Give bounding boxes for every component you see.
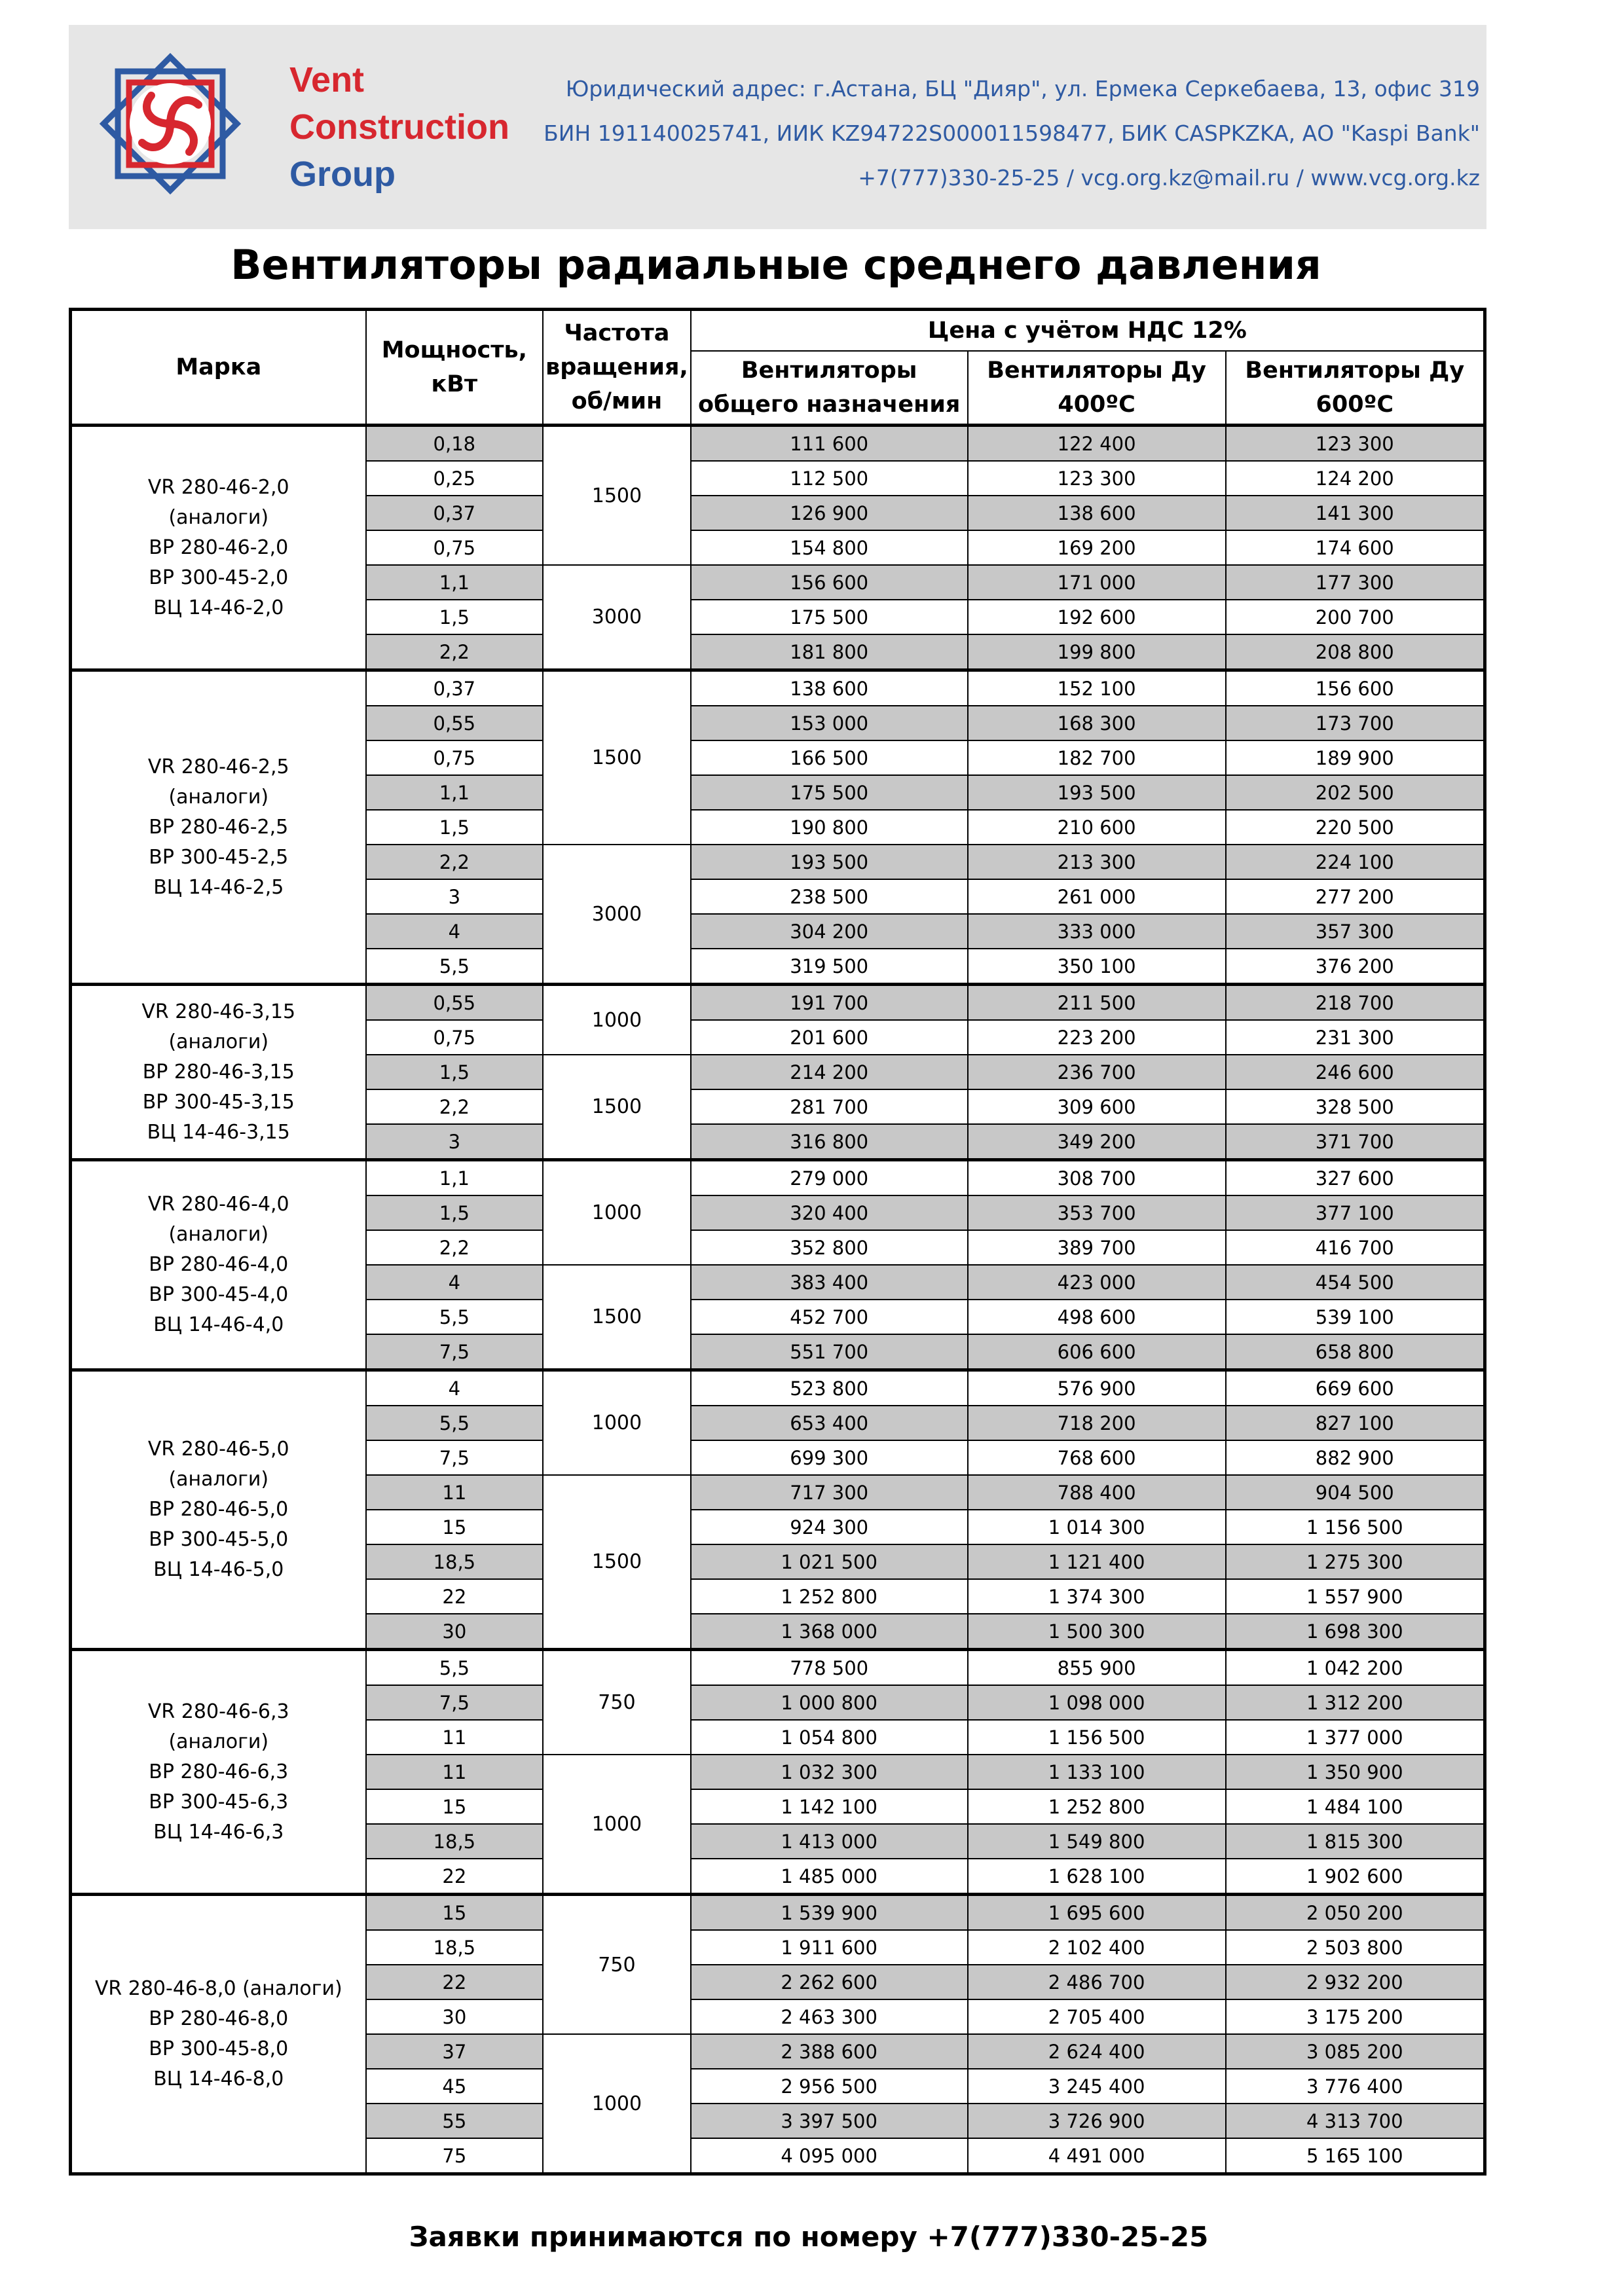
price-400-cell: 1 252 800: [968, 1789, 1226, 1824]
column-header-power: Мощность, кВт: [366, 310, 544, 426]
price-600-cell: 1 557 900: [1226, 1579, 1485, 1614]
letterhead: [69, 25, 1486, 229]
price-general-cell: 156 600: [691, 565, 968, 600]
rpm-cell: 1000: [543, 985, 691, 1055]
price-general-cell: 778 500: [691, 1650, 968, 1686]
price-general-cell: 653 400: [691, 1406, 968, 1440]
brand-line-construction: Construction: [289, 107, 509, 147]
price-400-cell: 1 098 000: [968, 1685, 1226, 1720]
price-general-cell: 201 600: [691, 1020, 968, 1055]
rpm-cell: 3000: [543, 565, 691, 670]
model-cell: VR 280-46-3,15 (аналоги) ВР 280-46-3,15 ВР 300-45-3,15 ВЦ 14-46-3,15: [71, 985, 366, 1160]
price-400-cell: 2 102 400: [968, 1930, 1226, 1965]
price-400-cell: 718 200: [968, 1406, 1226, 1440]
rpm-cell: 1500: [543, 1055, 691, 1160]
power-cell: 22: [366, 1579, 544, 1614]
price-600-cell: 200 700: [1226, 600, 1485, 634]
price-600-cell: 141 300: [1226, 496, 1485, 530]
power-cell: 18,5: [366, 1544, 544, 1579]
price-general-cell: 112 500: [691, 461, 968, 496]
rpm-cell: 1000: [543, 2034, 691, 2174]
rpm-cell: 3000: [543, 845, 691, 985]
price-600-cell: 1 377 000: [1226, 1720, 1485, 1755]
price-general-cell: 699 300: [691, 1440, 968, 1475]
price-general-cell: 191 700: [691, 985, 968, 1021]
bank-requisites: БИН 191140025741, ИИК KZ94722S000011598477, БИК CASPKZKA, АО "Kaspi Bank": [544, 120, 1480, 146]
power-cell: 7,5: [366, 1440, 544, 1475]
price-general-cell: 2 463 300: [691, 1999, 968, 2034]
price-general-cell: 1 539 900: [691, 1895, 968, 1931]
power-cell: 4: [366, 1370, 544, 1406]
table-row: [71, 985, 1485, 1021]
model-cell: VR 280-46-2,5 (аналоги) ВР 280-46-2,5 ВР 300-45-2,5 ВЦ 14-46-2,5: [71, 670, 366, 985]
price-general-cell: 1 368 000: [691, 1614, 968, 1650]
power-cell: 2,2: [366, 1230, 544, 1265]
price-general-cell: 523 800: [691, 1370, 968, 1406]
power-cell: 3: [366, 879, 544, 914]
price-600-cell: 220 500: [1226, 810, 1485, 845]
price-400-cell: 211 500: [968, 985, 1226, 1021]
column-header-price-general: Вентиляторы общего назначения: [691, 351, 968, 426]
price-400-cell: 199 800: [968, 634, 1226, 670]
price-600-cell: 277 200: [1226, 879, 1485, 914]
column-header-price-400: Вентиляторы Ду 400ºС: [968, 351, 1226, 426]
price-general-cell: 193 500: [691, 845, 968, 879]
price-400-cell: 2 624 400: [968, 2034, 1226, 2069]
price-600-cell: 1 815 300: [1226, 1824, 1485, 1859]
price-400-cell: 576 900: [968, 1370, 1226, 1406]
price-400-cell: 1 628 100: [968, 1859, 1226, 1895]
power-cell: 11: [366, 1720, 544, 1755]
price-600-cell: 327 600: [1226, 1160, 1485, 1196]
price-400-cell: 3 245 400: [968, 2069, 1226, 2104]
model-cell: VR 280-46-4,0 (аналоги) ВР 280-46-4,0 ВР 300-45-4,0 ВЦ 14-46-4,0: [71, 1160, 366, 1370]
price-600-cell: 904 500: [1226, 1475, 1485, 1510]
price-600-cell: 882 900: [1226, 1440, 1485, 1475]
table-row: [71, 1895, 1485, 1931]
power-cell: 1,5: [366, 810, 544, 845]
power-cell: 0,75: [366, 530, 544, 565]
price-general-cell: 1 252 800: [691, 1579, 968, 1614]
price-general-cell: 138 600: [691, 670, 968, 706]
power-cell: 1,1: [366, 565, 544, 600]
price-general-cell: 2 956 500: [691, 2069, 968, 2104]
power-cell: 75: [366, 2138, 544, 2174]
rpm-cell: 1500: [543, 426, 691, 566]
power-cell: 0,37: [366, 670, 544, 706]
price-600-cell: 1 698 300: [1226, 1614, 1485, 1650]
price-general-cell: 1 485 000: [691, 1859, 968, 1895]
price-400-cell: 498 600: [968, 1300, 1226, 1334]
table-row: [71, 670, 1485, 706]
price-general-cell: 352 800: [691, 1230, 968, 1265]
price-general-cell: 383 400: [691, 1265, 968, 1300]
price-general-cell: 238 500: [691, 879, 968, 914]
price-600-cell: 377 100: [1226, 1195, 1485, 1230]
price-general-cell: 175 500: [691, 600, 968, 634]
price-600-cell: 246 600: [1226, 1055, 1485, 1089]
price-600-cell: 1 484 100: [1226, 1789, 1485, 1824]
footer-note: Заявки принимаются по номеру +7(777)330-25-25: [409, 2221, 1209, 2253]
power-cell: 45: [366, 2069, 544, 2104]
price-general-cell: 190 800: [691, 810, 968, 845]
price-400-cell: 4 491 000: [968, 2138, 1226, 2174]
price-400-cell: 182 700: [968, 740, 1226, 775]
power-cell: 1,5: [366, 1055, 544, 1089]
price-600-cell: 2 050 200: [1226, 1895, 1485, 1931]
price-400-cell: 223 200: [968, 1020, 1226, 1055]
price-general-cell: 153 000: [691, 706, 968, 740]
power-cell: 3: [366, 1124, 544, 1160]
price-400-cell: 308 700: [968, 1160, 1226, 1196]
price-600-cell: 4 313 700: [1226, 2104, 1485, 2138]
price-general-cell: 1 032 300: [691, 1755, 968, 1789]
power-cell: 30: [366, 1999, 544, 2034]
price-600-cell: 3 085 200: [1226, 2034, 1485, 2069]
power-cell: 1,5: [366, 600, 544, 634]
rpm-cell: 1000: [543, 1160, 691, 1266]
price-400-cell: 171 000: [968, 565, 1226, 600]
power-cell: 0,75: [366, 740, 544, 775]
power-cell: 0,25: [366, 461, 544, 496]
column-header-price-600: Вентиляторы Ду 600ºС: [1226, 351, 1485, 426]
price-600-cell: 189 900: [1226, 740, 1485, 775]
price-general-cell: 1 000 800: [691, 1685, 968, 1720]
power-cell: 5,5: [366, 949, 544, 985]
price-600-cell: 1 156 500: [1226, 1510, 1485, 1544]
power-cell: 18,5: [366, 1930, 544, 1965]
price-general-cell: 1 021 500: [691, 1544, 968, 1579]
price-600-cell: 124 200: [1226, 461, 1485, 496]
price-general-cell: 1 142 100: [691, 1789, 968, 1824]
brand-name: [289, 56, 509, 198]
price-600-cell: 202 500: [1226, 775, 1485, 810]
brand-line-vent: Vent: [289, 60, 365, 100]
price-400-cell: 138 600: [968, 496, 1226, 530]
price-400-cell: 333 000: [968, 914, 1226, 949]
rpm-cell: 1500: [543, 670, 691, 845]
price-400-cell: 3 726 900: [968, 2104, 1226, 2138]
price-600-cell: 218 700: [1226, 985, 1485, 1021]
price-general-cell: 2 388 600: [691, 2034, 968, 2069]
price-600-cell: 1 312 200: [1226, 1685, 1485, 1720]
price-600-cell: 376 200: [1226, 949, 1485, 985]
price-general-cell: 3 397 500: [691, 2104, 968, 2138]
price-400-cell: 349 200: [968, 1124, 1226, 1160]
price-400-cell: 1 156 500: [968, 1720, 1226, 1755]
power-cell: 5,5: [366, 1406, 544, 1440]
price-400-cell: 350 100: [968, 949, 1226, 985]
price-general-cell: 126 900: [691, 496, 968, 530]
contact-line: +7(777)330-25-25 / vcg.org.kz@mail.ru / www.vcg.org.kz: [858, 165, 1480, 191]
power-cell: 0,55: [366, 706, 544, 740]
price-600-cell: 669 600: [1226, 1370, 1485, 1406]
price-600-cell: 231 300: [1226, 1020, 1485, 1055]
price-600-cell: 827 100: [1226, 1406, 1485, 1440]
table-row: [71, 1160, 1485, 1196]
power-cell: 1,1: [366, 1160, 544, 1196]
power-cell: 5,5: [366, 1300, 544, 1334]
rpm-cell: 1000: [543, 1755, 691, 1895]
price-600-cell: 1 275 300: [1226, 1544, 1485, 1579]
price-400-cell: 261 000: [968, 879, 1226, 914]
table-row: [71, 1650, 1485, 1686]
page-title: Вентиляторы радиальные среднего давления: [231, 241, 1321, 289]
price-400-cell: 768 600: [968, 1440, 1226, 1475]
column-header-rpm: Частота вращения, об/мин: [543, 310, 691, 426]
price-table-body: [71, 426, 1485, 2174]
price-600-cell: 454 500: [1226, 1265, 1485, 1300]
price-600-cell: 177 300: [1226, 565, 1485, 600]
price-400-cell: 192 600: [968, 600, 1226, 634]
price-general-cell: 316 800: [691, 1124, 968, 1160]
price-400-cell: 353 700: [968, 1195, 1226, 1230]
price-600-cell: 328 500: [1226, 1089, 1485, 1124]
power-cell: 30: [366, 1614, 544, 1650]
power-cell: 15: [366, 1789, 544, 1824]
price-400-cell: 1 133 100: [968, 1755, 1226, 1789]
model-cell: VR 280-46-2,0 (аналоги) ВР 280-46-2,0 ВР 300-45-2,0 ВЦ 14-46-2,0: [71, 426, 366, 670]
rpm-cell: 1500: [543, 1475, 691, 1650]
price-400-cell: 423 000: [968, 1265, 1226, 1300]
rpm-cell: 750: [543, 1650, 691, 1755]
brand-line-group: Group: [289, 155, 396, 194]
company-contacts: [544, 67, 1480, 200]
column-header-price-group: Цена с учётом НДС 12%: [691, 310, 1485, 352]
price-600-cell: 1 042 200: [1226, 1650, 1485, 1686]
price-general-cell: 1 054 800: [691, 1720, 968, 1755]
power-cell: 1,1: [366, 775, 544, 810]
price-600-cell: 2 503 800: [1226, 1930, 1485, 1965]
table-row: [71, 1370, 1485, 1406]
price-400-cell: 788 400: [968, 1475, 1226, 1510]
power-cell: 7,5: [366, 1334, 544, 1370]
price-600-cell: 174 600: [1226, 530, 1485, 565]
price-600-cell: 5 165 100: [1226, 2138, 1485, 2174]
price-400-cell: 1 121 400: [968, 1544, 1226, 1579]
price-general-cell: 175 500: [691, 775, 968, 810]
power-cell: 2,2: [366, 634, 544, 670]
price-400-cell: 1 695 600: [968, 1895, 1226, 1931]
price-general-cell: 319 500: [691, 949, 968, 985]
price-600-cell: 416 700: [1226, 1230, 1485, 1265]
price-600-cell: 1 350 900: [1226, 1755, 1485, 1789]
price-600-cell: 3 175 200: [1226, 1999, 1485, 2034]
price-general-cell: 717 300: [691, 1475, 968, 1510]
price-400-cell: 1 374 300: [968, 1579, 1226, 1614]
price-general-cell: 281 700: [691, 1089, 968, 1124]
price-600-cell: 156 600: [1226, 670, 1485, 706]
price-general-cell: 279 000: [691, 1160, 968, 1196]
rpm-cell: 1500: [543, 1265, 691, 1370]
power-cell: 2,2: [366, 1089, 544, 1124]
price-600-cell: 224 100: [1226, 845, 1485, 879]
power-cell: 22: [366, 1859, 544, 1895]
model-cell: VR 280-46-8,0 (аналоги) ВР 280-46-8,0 ВР 300-45-8,0 ВЦ 14-46-8,0: [71, 1895, 366, 2174]
power-cell: 11: [366, 1755, 544, 1789]
price-400-cell: 236 700: [968, 1055, 1226, 1089]
price-general-cell: 924 300: [691, 1510, 968, 1544]
company-logo-icon: [88, 42, 252, 206]
price-400-cell: 213 300: [968, 845, 1226, 879]
price-400-cell: 210 600: [968, 810, 1226, 845]
power-cell: 15: [366, 1895, 544, 1931]
price-400-cell: 309 600: [968, 1089, 1226, 1124]
price-600-cell: 658 800: [1226, 1334, 1485, 1370]
price-600-cell: 2 932 200: [1226, 1965, 1485, 1999]
price-general-cell: 452 700: [691, 1300, 968, 1334]
price-general-cell: 320 400: [691, 1195, 968, 1230]
price-general-cell: 181 800: [691, 634, 968, 670]
price-600-cell: 539 100: [1226, 1300, 1485, 1334]
power-cell: 7,5: [366, 1685, 544, 1720]
price-600-cell: 208 800: [1226, 634, 1485, 670]
power-cell: 2,2: [366, 845, 544, 879]
price-400-cell: 193 500: [968, 775, 1226, 810]
price-general-cell: 214 200: [691, 1055, 968, 1089]
power-cell: 1,5: [366, 1195, 544, 1230]
power-cell: 0,18: [366, 426, 544, 462]
price-600-cell: 3 776 400: [1226, 2069, 1485, 2104]
power-cell: 22: [366, 1965, 544, 1999]
power-cell: 55: [366, 2104, 544, 2138]
power-cell: 11: [366, 1475, 544, 1510]
table-row: [71, 426, 1485, 462]
legal-address: Юридический адрес: г.Астана, БЦ "Дияр", ул. Ермека Серкебаева, 13, офис 319: [565, 76, 1480, 101]
price-400-cell: 123 300: [968, 461, 1226, 496]
price-general-cell: 1 413 000: [691, 1824, 968, 1859]
price-600-cell: 123 300: [1226, 426, 1485, 462]
power-cell: 18,5: [366, 1824, 544, 1859]
price-600-cell: 371 700: [1226, 1124, 1485, 1160]
power-cell: 0,37: [366, 496, 544, 530]
price-400-cell: 855 900: [968, 1650, 1226, 1686]
price-400-cell: 122 400: [968, 426, 1226, 462]
column-header-model: Марка: [71, 310, 366, 426]
power-cell: 5,5: [366, 1650, 544, 1686]
price-400-cell: 168 300: [968, 706, 1226, 740]
price-general-cell: 304 200: [691, 914, 968, 949]
rpm-cell: 750: [543, 1895, 691, 2035]
price-400-cell: 606 600: [968, 1334, 1226, 1370]
price-general-cell: 1 911 600: [691, 1930, 968, 1965]
power-cell: 15: [366, 1510, 544, 1544]
price-general-cell: 4 095 000: [691, 2138, 968, 2174]
price-400-cell: 1 500 300: [968, 1614, 1226, 1650]
price-600-cell: 173 700: [1226, 706, 1485, 740]
power-cell: 0,55: [366, 985, 544, 1021]
price-400-cell: 1 014 300: [968, 1510, 1226, 1544]
price-600-cell: 357 300: [1226, 914, 1485, 949]
price-general-cell: 166 500: [691, 740, 968, 775]
power-cell: 4: [366, 914, 544, 949]
power-cell: 37: [366, 2034, 544, 2069]
price-table: [69, 308, 1486, 2176]
price-600-cell: 1 902 600: [1226, 1859, 1485, 1895]
price-400-cell: 169 200: [968, 530, 1226, 565]
power-cell: 0,75: [366, 1020, 544, 1055]
power-cell: 4: [366, 1265, 544, 1300]
model-cell: VR 280-46-5,0 (аналоги) ВР 280-46-5,0 ВР 300-45-5,0 ВЦ 14-46-5,0: [71, 1370, 366, 1650]
rpm-cell: 1000: [543, 1370, 691, 1476]
price-400-cell: 152 100: [968, 670, 1226, 706]
price-general-cell: 111 600: [691, 426, 968, 462]
price-400-cell: 1 549 800: [968, 1824, 1226, 1859]
price-general-cell: 154 800: [691, 530, 968, 565]
price-general-cell: 551 700: [691, 1334, 968, 1370]
price-400-cell: 389 700: [968, 1230, 1226, 1265]
price-400-cell: 2 486 700: [968, 1965, 1226, 1999]
model-cell: VR 280-46-6,3 (аналоги) ВР 280-46-6,3 ВР 300-45-6,3 ВЦ 14-46-6,3: [71, 1650, 366, 1895]
price-general-cell: 2 262 600: [691, 1965, 968, 1999]
price-400-cell: 2 705 400: [968, 1999, 1226, 2034]
